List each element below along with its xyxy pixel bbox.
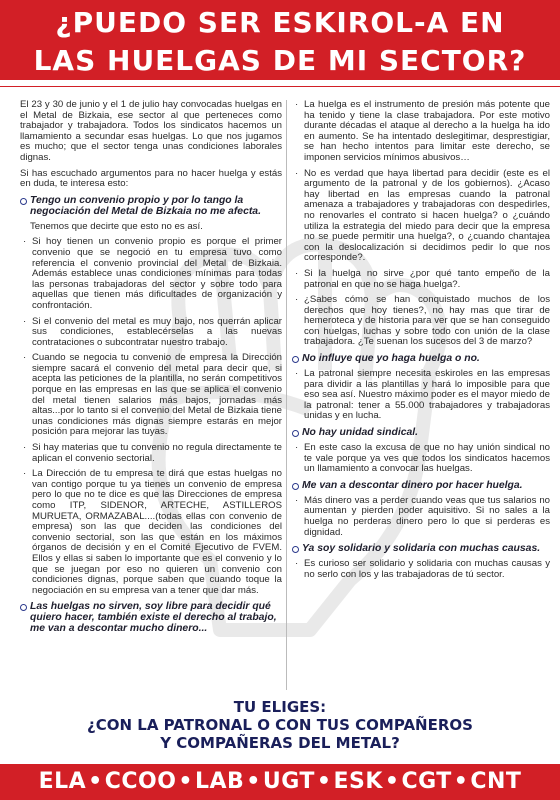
- union-name: ELA: [38, 769, 87, 794]
- closing-question-line3: Y COMPAÑERAS DEL METAL?: [160, 734, 400, 752]
- list-item: · Si hay materias que tu convenio no regula directamente te aplican el convenio sectorial.: [20, 443, 282, 464]
- argument-answer: Tenemos que decirte que esto no es así.: [30, 220, 203, 232]
- closing-question-line1: TU ELIGES:: [233, 698, 327, 716]
- argument-heading-no-unity: No hay unidad sindical.: [292, 427, 550, 438]
- list-item: · Si hoy tienen un convenio propio es porque el primer convenio que se negoció en tu empresa tuvo como referencia el convenio provincial del Metal de Bizkaia. Además establece unas condiciones mínimas para todas las personas trabajadoras del sector y sobre todo para aquellas que tienen más dificultades de organización y confrontación.: [20, 237, 282, 311]
- argument-heading-own-agreement: Tengo un convenio propio y por lo tango la negociación del Metal de Bizkaia no me afecta.: [20, 195, 282, 217]
- list-item: · La Dirección de tu empresa te dirá que estas huelgas no van contigo porque tu ya tienes un convenio de empresa pero lo que no te dice es que las Direcciones de empresa como ITP, SIDENOR, ARTECHE, ASTILLEROS MURUETA, ORMAZABAL....(todas ellas con convenio de empresa) son las que deciden las condiciones del convenio sectorial, son las que están en los máximos órganos de decisión y en el Comité Ejecutivo de FVEM. Ellos y ellas si saben lo importante que es el convenio y lo que se juegan por eso no quieren un convenio con condiciones dignas, porque saben que cuando toque la negociación en su empresa van a tener que dar más.: [20, 469, 282, 596]
- closing-question: [0, 698, 560, 752]
- union-name: CGT: [401, 769, 452, 794]
- page-title-line2: LAS HUELGAS DE MI SECTOR?: [33, 44, 527, 77]
- list-item: · En este caso la excusa de que no hay unión sindical no te vale porque ya ves que todos los sindicatos hacemos un llamamiento a convocar las huelgas.: [292, 443, 550, 475]
- list-item: · Más dinero vas a perder cuando veas que tus salarios no aumentan y pierden poder aquisitivo. Si no sales a la huelga no perderas dinero pero lo que si perderas es dignidad.: [292, 496, 550, 538]
- separator-dot: •: [246, 769, 261, 794]
- list-item: · La patronal siempre necesita eskiroles en las empresas para dividir a las plantillas y hará lo imposible para que eso sea así. Nuestro máximo poder es el mayor miedo de la patronal: tener a 55.000 trabajadores y trabajadoras unidas y en lucha.: [292, 369, 550, 422]
- union-name: CCOO: [104, 769, 177, 794]
- list-item: · Si la huelga no sirve ¿por qué tanto empeño de la patronal en que no se haga huelga?.: [292, 269, 550, 290]
- argument-heading-solidarity: Ya soy solidario y solidaria con muchas causas.: [292, 543, 550, 554]
- list-item: · La huelga es el instrumento de presión más potente que ha tenido y tiene la clase trabajadora. Por este motivo durante décadas el ataque al derecho a la huelga ha ido en aumento. Se ha intentado deslegitimar, desprestigiar, se han hecho intentos para limitar este derecho, se imponen servicios mínimos abusivos…: [292, 100, 550, 164]
- header-banner: [0, 0, 560, 86]
- union-name: CNT: [470, 769, 522, 794]
- union-name: LAB: [194, 769, 245, 794]
- separator-dot: •: [384, 769, 400, 794]
- separator-dot: •: [178, 769, 193, 794]
- intro-paragraph: El 23 y 30 de junio y el 1 de julio hay convocadas huelgas en el Metal de Bizkaia, ese sector al que perteneces como trabajador y trabajadora. Todos los sindicatos hacemos un llamamiento a secundar esas huelgas. Lo que nos jugamos es mucho; que el sector tenga unas condiciones laborales dignas.: [20, 99, 282, 163]
- left-column: [20, 100, 282, 639]
- column-divider: [286, 100, 287, 690]
- separator-dot: •: [453, 769, 469, 794]
- list-item: · No es verdad que haya libertad para decidir (este es el argumento de la patronal y de los gobiernos). ¿Acaso hay libertad en las empresas cuando la patronal amenaza a trabajadores y trabajadoras con despedirles, no renovarles el contrato si hacen huelga? o ¿cuándo utiliza la estrategia del miedo para decir que la empresa no se puede permitir una huelga?, o ¿cuando chantajea con la deslocalización si decidimos pedir lo que nos corresponde?.: [292, 169, 550, 264]
- argument-heading-no-influence: No influye que yo haga huelga o no.: [292, 353, 550, 364]
- separator-dot: •: [88, 769, 103, 794]
- right-column: [292, 100, 550, 585]
- closing-question-line2: ¿CON LA PATRONAL O CON TUS COMPAÑEROS: [87, 716, 473, 734]
- separator-dot: •: [316, 769, 332, 794]
- list-item: · Es curioso ser solidario y solidaria con muchas causas y no serlo con los y las trabajadoras de tú sector.: [292, 559, 550, 580]
- argument-heading-lose-money: Me van a descontar dinero por hacer huelga.: [292, 480, 550, 491]
- argument-heading-strikes-useless: Las huelgas no sirven, soy libre para decidir qué quiero hacer, también existe el derecho al trabajo, me van a descontar mucho dinero...: [20, 601, 282, 634]
- union-name: UGT: [262, 769, 315, 794]
- footer-unions-banner: [0, 764, 560, 800]
- intro-question: Si has escuchado argumentos para no hacer huelga y estás en duda, te interesa esto:: [20, 167, 282, 190]
- list-item: · ¿Sabes cómo se han conquistado muchos de los derechos que hoy tienes?, no hay mas que tirar de hemeroteca y de historia para ver que se han conseguido con huelgas, luchas y sobre todo con unión de la clase trabajadora. ¿Te suenan los sucesos del 3 de marzo?: [292, 295, 550, 348]
- list-item: · Cuando se negocia tu convenio de empresa la Dirección siempre sacará el convenio del metal para decir que, si acepta las peticiones de la plantilla, no serán competitivos porque en las empresas en las que se aplica el convenio del metal tienen salarios más bajos, jornadas más altas...por lo tanto si el convenio del Metal de Bizkaia tiene unas condiciones más dignas siempre estarás en mejor posición para mejorar las tuyas.: [20, 353, 282, 438]
- union-name: ESK: [333, 769, 383, 794]
- page-title-line1: ¿PUEDO SER ESKIROL-A EN: [55, 6, 505, 39]
- list-item: · Si el convenio del metal es muy bajo, nos querrán aplicar sus condiciones, establecérselas a las nuevas contrataciones o subcontratar nuestro trabajo.: [20, 317, 282, 349]
